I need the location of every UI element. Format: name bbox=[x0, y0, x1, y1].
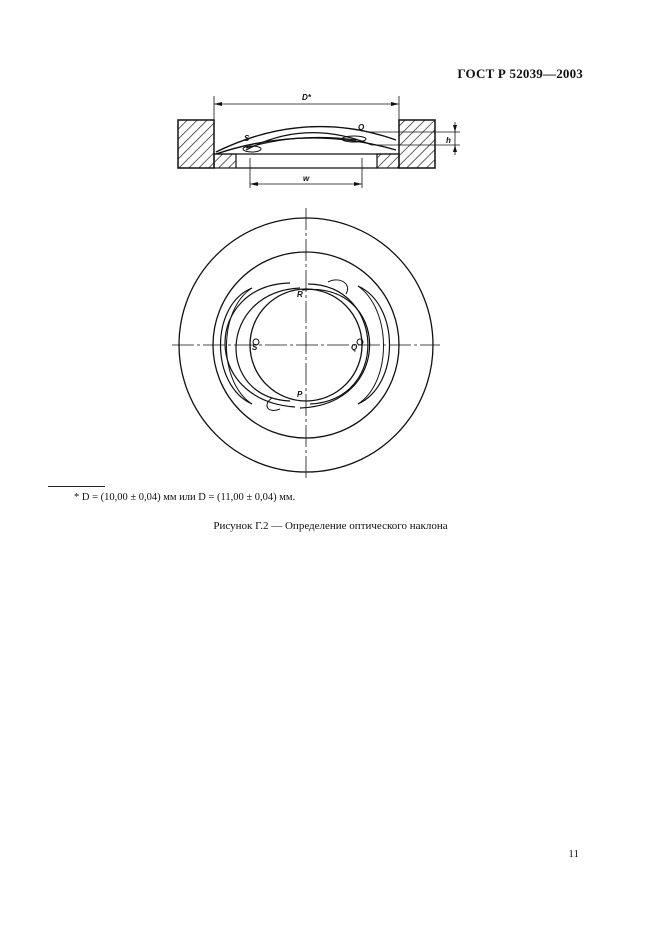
footnote-rule bbox=[48, 486, 105, 487]
dimension-d-label: D* bbox=[302, 93, 311, 102]
footnote-text: * D = (10,00 ± 0,04) мм или D = (11,00 ± 0,04) мм. bbox=[74, 492, 296, 503]
plan-point-r-label: R bbox=[297, 290, 303, 299]
dimension-h-label: h bbox=[446, 136, 451, 145]
reflection-arc-outer-right bbox=[300, 289, 370, 408]
holder-left-block bbox=[178, 120, 214, 168]
page-number: 11 bbox=[568, 848, 579, 860]
plan-point-p-label: P bbox=[297, 390, 303, 399]
section-view bbox=[178, 96, 460, 188]
plan-point-q-label: Q bbox=[351, 343, 358, 352]
standard-header: ГОСТ Р 52039—2003 bbox=[457, 66, 583, 81]
plan-point-s-label: S bbox=[252, 343, 258, 352]
section-point-q-label: Q bbox=[358, 123, 365, 132]
figure-caption: Рисунок Г.2 — Определение оптического наклона bbox=[213, 520, 448, 532]
section-point-s-label: S bbox=[244, 134, 250, 143]
plan-view bbox=[172, 208, 440, 480]
dimension-w-label: w bbox=[303, 174, 310, 183]
holder-left-ledge bbox=[214, 154, 236, 168]
holder-right-block bbox=[399, 120, 435, 168]
holder-right-ledge bbox=[377, 154, 399, 168]
